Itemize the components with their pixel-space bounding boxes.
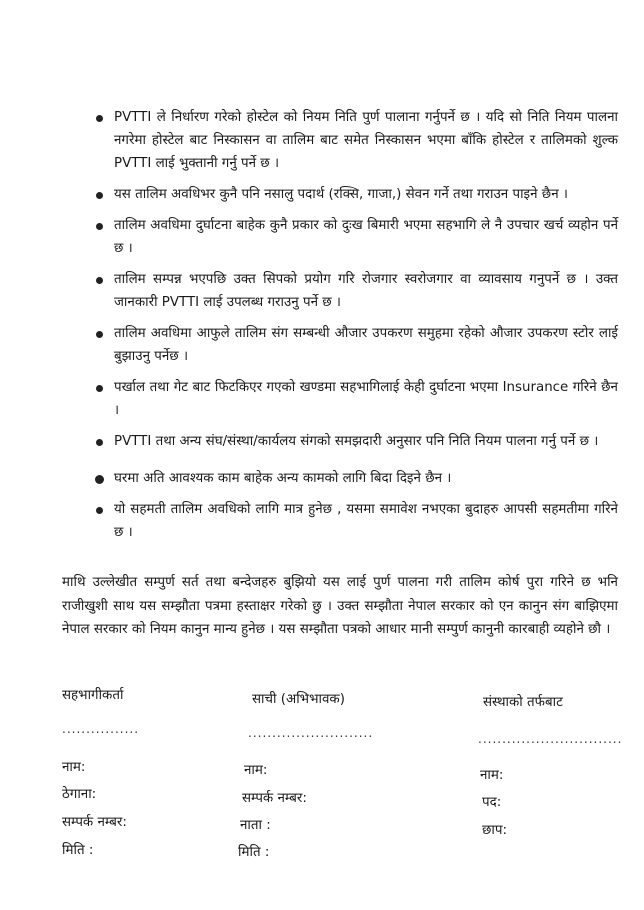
- rule-text: तालिम अवधिमा दुर्घाटना बाहेक कुनै प्रकार को दुःख बिमारी भएमा सहभागि ले नै उपचार खर्च व्यहोन पर्ने छ ।: [114, 218, 618, 256]
- declaration-paragraph: माथि उल्लेखीत सम्पुर्ण सर्त तथा बन्देजहरु बुझियो यस लाई पुर्ण पालना गरी तालिम कोर्ष पुरा गरिने छ भनि राजीखुशी साथ यस सम्झौता पत्रमा हस्ताक्षर गरेको छु । उक्त सम्झौता नेपाल सरकार को एन कानुन संग बाझिएमा नेपाल सरकार को नियम कानुन मान्य हुनेछ । यस सम्झौता पत्रको आधार मानी सम्पुर्ण कानुनी कारबाही व्यहोने छौ ।: [62, 575, 618, 637]
- participant-name-label: नाम:: [62, 760, 86, 775]
- rule-text: पर्खाल तथा गेट बाट फिटकिएर गएको खण्डमा सहभागिलाई केही दुर्घाटना भएमा Insurance गरिने छैन ।: [114, 380, 618, 418]
- rule-text: घरमा अति आवश्यक काम बाहेक अन्य कामको लागि बिदा दिइने छैन ।: [114, 471, 452, 486]
- bullet-icon: [96, 223, 103, 230]
- rule-item: [90, 214, 618, 260]
- rule-item: [90, 268, 618, 314]
- rule-text: यो सहमती तालिम अवधिको लागि मात्र हुनेछ , यसमा समावेश नभएका बुदाहरु आपसी सहमतीमा गरिने छ ।: [114, 502, 618, 540]
- bullet-icon: [96, 439, 103, 446]
- witness-contact-label: सम्पर्क नम्बर:: [242, 791, 307, 806]
- bullet-icon: [96, 507, 103, 514]
- institution-name-label: नाम:: [480, 768, 504, 783]
- rules-list: [90, 106, 618, 552]
- bullet-icon: [95, 475, 104, 484]
- rule-text: PVTTI तथा अन्य संघ/संस्था/कार्यलय संगको समझदारी अनुसार पनि निति नियम पालना गर्नु पर्ने छ ।: [114, 434, 599, 449]
- institution-heading: संस्थाको तर्फबाट: [483, 695, 563, 710]
- institution-post-label: पद:: [482, 795, 502, 810]
- bullet-icon: [96, 192, 103, 199]
- bullet-icon: [96, 331, 103, 338]
- rule-item: [90, 322, 618, 368]
- rule-text: PVTTI ले निर्धारण गरेको होस्टेल को नियम निति पुर्ण पालाना गर्नुपर्ने छ । यदि सो निति नियम पालना नगरेमा होस्टेल बाट निस्कासन वा तालिम बाट समेत निस्कासन भएमा बाँकि होस्टेल र तालिमको शुल्क PVTTI लाई भुक्तानी गर्नु पर्ने छ ।: [114, 110, 618, 171]
- rule-item: [90, 376, 618, 422]
- rule-text: तालिम सम्पन्न भएपछि उक्त सिपको प्रयोग गरि रोजगार स्वरोजगार वा व्यावसाय गनुपर्ने छ । उक्त जानकारी PVTTI लाई उपलब्ध गराउनु पर्ने छ ।: [114, 272, 618, 310]
- institution-signature-line: ..............................: [478, 732, 623, 746]
- witness-date-label: मिति :: [238, 845, 270, 860]
- bullet-icon: [96, 277, 103, 284]
- bullet-icon: [96, 115, 103, 122]
- participant-address-label: ठेगाना:: [62, 787, 97, 802]
- bullet-icon: [96, 385, 103, 392]
- rule-text: यस तालिम अवधिभर कुनै पनि नसालु पदार्थ (रक्सि, गाजा,) सेवन गर्ने तथा गराउन पाइने छैन ।: [114, 187, 568, 202]
- participant-heading: सहभागीकर्ता: [62, 688, 124, 703]
- rule-item: [90, 430, 618, 453]
- rule-item: [90, 498, 618, 544]
- rule-item: [90, 467, 618, 490]
- witness-relation-label: नाता :: [240, 818, 271, 833]
- rule-item: [90, 183, 618, 206]
- participant-signature-line: ................: [62, 722, 140, 736]
- participant-date-label: मिति :: [62, 843, 94, 858]
- witness-heading: साची (अभिभावक): [252, 692, 345, 707]
- witness-name-label: नाम:: [244, 763, 268, 778]
- participant-contact-label: सम्पर्क नम्बर:: [62, 815, 127, 830]
- rule-item: [90, 106, 618, 175]
- witness-signature-line: ..........................: [248, 726, 374, 740]
- rule-text: तालिम अवधिमा आफुले तालिम संग सम्बन्धी औजार उपकरण समुहमा रहेको औजार उपकरण स्टोर लाई बुझाउनु पर्नेछ ।: [114, 326, 618, 364]
- institution-stamp-label: छाप:: [482, 823, 507, 838]
